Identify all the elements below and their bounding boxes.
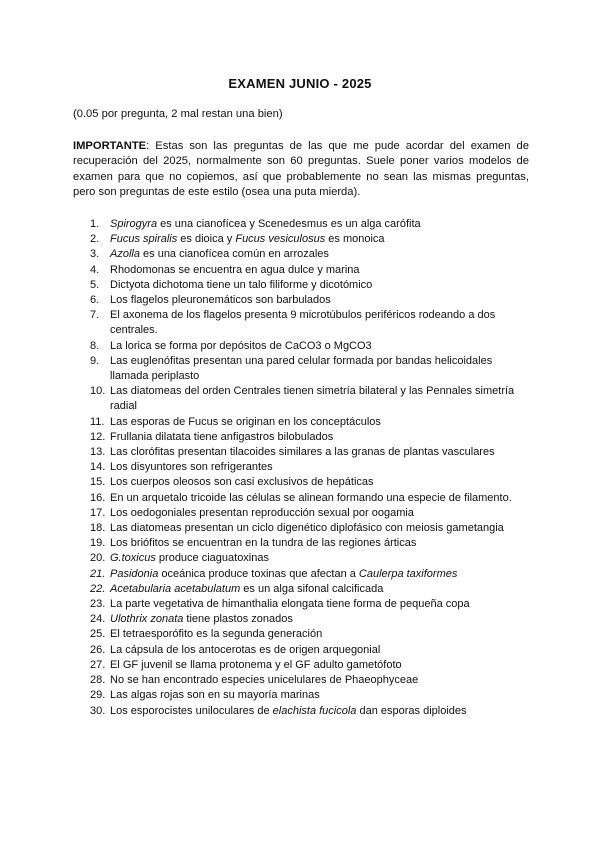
question-text: La cápsula de los antocerotas es de origen arquegonial <box>110 643 381 656</box>
question-number: 29. <box>90 689 106 702</box>
question-text: Las esporas de Fucus se originan en los conceptáculos <box>110 415 381 428</box>
question-item <box>90 612 530 627</box>
question-item <box>90 415 530 430</box>
question-number: 18. <box>90 522 106 535</box>
question-number: 15. <box>90 476 106 489</box>
question-list <box>90 217 530 719</box>
question-number: 14. <box>90 461 106 474</box>
question-text: tiene plastos zonados <box>183 613 293 626</box>
question-text: es un alga sifonal calcificada <box>240 582 384 595</box>
question-text: No se han encontrado especies unicelulares de Phaeophyceae <box>110 674 419 687</box>
question-text-italic: Acetabularia acetabulatum <box>110 582 241 595</box>
question-text: Las diatomeas del orden Centrales tienen simetría bilateral y las Pennales simetría radial <box>110 385 515 413</box>
important-note <box>73 139 529 200</box>
question-item <box>90 506 530 521</box>
question-text: Los oedogoniales presentan reproducción sexual por oogamia <box>110 506 414 519</box>
question-text: es una cianofícea común en arrozales <box>139 248 329 261</box>
question-text: El axonema de los flagelos presenta 9 microtúbulos periféricos rodeando a dos centrales. <box>110 309 496 337</box>
question-text-italic: Fucus vesiculosus <box>235 233 326 246</box>
question-item <box>90 551 530 566</box>
question-item <box>90 521 530 536</box>
question-item <box>90 430 530 445</box>
question-number: 5. <box>90 278 100 291</box>
question-item <box>90 263 530 278</box>
question-number: 2. <box>90 233 100 246</box>
question-item <box>90 536 530 551</box>
question-text: Las algas rojas son en su mayoría marinas <box>110 689 320 702</box>
question-item <box>90 339 530 354</box>
question-number: 19. <box>90 537 106 550</box>
question-number: 3. <box>90 248 100 261</box>
question-number: 20. <box>90 552 106 565</box>
question-number: 23. <box>90 598 106 611</box>
question-number: 6. <box>90 294 100 307</box>
question-number: 22. <box>90 582 106 595</box>
question-number: 27. <box>90 658 106 671</box>
question-text: es una cianofícea y Scenedesmus es un alga carófita <box>157 218 421 230</box>
question-item <box>90 491 530 506</box>
question-number: 21. <box>90 567 106 580</box>
question-number: 30. <box>90 704 106 717</box>
question-number: 10. <box>90 385 106 398</box>
question-number: 12. <box>90 430 106 443</box>
question-text: dan esporas diploides <box>356 704 467 717</box>
question-number: 16. <box>90 491 106 504</box>
question-number: 4. <box>90 263 100 276</box>
question-item <box>90 217 530 232</box>
question-text: Las diatomeas presentan un ciclo digenético diplofásico con meiosis gametangia <box>110 522 504 535</box>
question-text: Los cuerpos oleosos son casi exclusivos de hepáticas <box>110 476 374 489</box>
question-item <box>90 643 530 658</box>
question-text: Frullania dilatata tiene anfigastros bilobulados <box>110 430 334 443</box>
question-item <box>90 567 530 582</box>
question-text: Las euglenófitas presentan una pared celular formada por bandas helicoidales llamada periplasto <box>110 354 493 383</box>
question-item <box>90 673 530 688</box>
question-text: Los esporocistes uniloculares de <box>110 704 273 717</box>
question-item <box>90 445 530 460</box>
question-number: 25. <box>90 628 106 641</box>
question-text: Los disyuntores son refrigerantes <box>110 461 273 474</box>
question-number: 11. <box>90 415 105 428</box>
question-number: 9. <box>90 354 100 367</box>
question-text: Las clorófitas presentan tilacoides similares a las granas de plantas vasculares <box>110 446 495 459</box>
question-text: Los flagelos pleuronemáticos son barbulados <box>110 294 331 307</box>
important-text: : Estas son las preguntas de las que me pude acordar del examen de recuperación del 2025, normalmente son 60 preguntas. Suele poner varios modelos de examen para que no copiemos, así que probablemente no sean las mismas preguntas, pero son preguntas de este estilo (osea una puta mierda). <box>73 140 529 198</box>
question-text-italic: Pasidonia <box>110 567 159 580</box>
question-item <box>90 597 530 612</box>
question-number: 1. <box>90 218 100 230</box>
question-item <box>90 475 530 490</box>
question-number: 24. <box>90 613 106 626</box>
question-text: El tetraesporófito es la segunda generación <box>110 628 323 641</box>
question-item <box>90 278 530 293</box>
question-item <box>90 704 530 719</box>
question-text-italic: Azolla <box>110 248 140 261</box>
question-item <box>90 582 530 597</box>
question-item <box>90 247 530 262</box>
question-item <box>90 627 530 642</box>
question-item <box>90 308 530 338</box>
document-title: EXAMEN JUNIO - 2025 <box>228 76 372 91</box>
question-text: Los briófitos se encuentran en la tundra de las regiones árticas <box>110 537 417 550</box>
question-text: produce ciaguatoxinas <box>155 552 269 565</box>
question-item <box>90 460 530 475</box>
question-item <box>90 658 530 673</box>
question-number: 26. <box>90 643 106 656</box>
question-text: La parte vegetativa de himanthalia elongata tiene forma de pequeña copa <box>110 598 470 611</box>
question-text-italic: Ulothrix zonata <box>110 613 184 626</box>
question-text-italic: elachista fucicola <box>272 704 357 717</box>
question-text: Dictyota dichotoma tiene un talo filiforme y dicotómico <box>110 278 373 291</box>
question-item <box>90 688 530 703</box>
scoring-note: (0.05 por pregunta, 2 mal restan una bien) <box>73 108 283 120</box>
question-text-italic: Caulerpa taxiformes <box>358 567 458 580</box>
question-item <box>90 354 530 384</box>
question-text: oceánica produce toxinas que afectan a <box>158 567 359 580</box>
question-text: Rhodomonas se encuentra en agua dulce y marina <box>110 263 360 276</box>
question-number: 13. <box>90 446 106 459</box>
question-item <box>90 232 530 247</box>
question-text: El GF juvenil se llama protonema y el GF adulto gametófoto <box>110 658 402 671</box>
question-text: es dioica y <box>177 233 236 246</box>
question-number: 8. <box>90 339 100 352</box>
question-text: La lorica se forma por depósitos de CaCO3 o MgCO3 <box>110 339 372 352</box>
question-text: En un arquetalo tricoide las células se alinean formando una especie de filamento. <box>110 491 512 504</box>
question-text: es monoica <box>325 233 385 246</box>
question-number: 7. <box>90 309 100 322</box>
question-text-italic: Spirogyra <box>110 218 158 230</box>
question-number: 17. <box>90 506 106 519</box>
important-label: IMPORTANTE <box>73 140 147 152</box>
question-number: 28. <box>90 674 106 687</box>
question-item <box>90 293 530 308</box>
question-item <box>90 384 530 414</box>
question-text-italic: G.toxicus <box>110 552 156 565</box>
question-text-italic: Fucus spiralis <box>110 233 178 246</box>
